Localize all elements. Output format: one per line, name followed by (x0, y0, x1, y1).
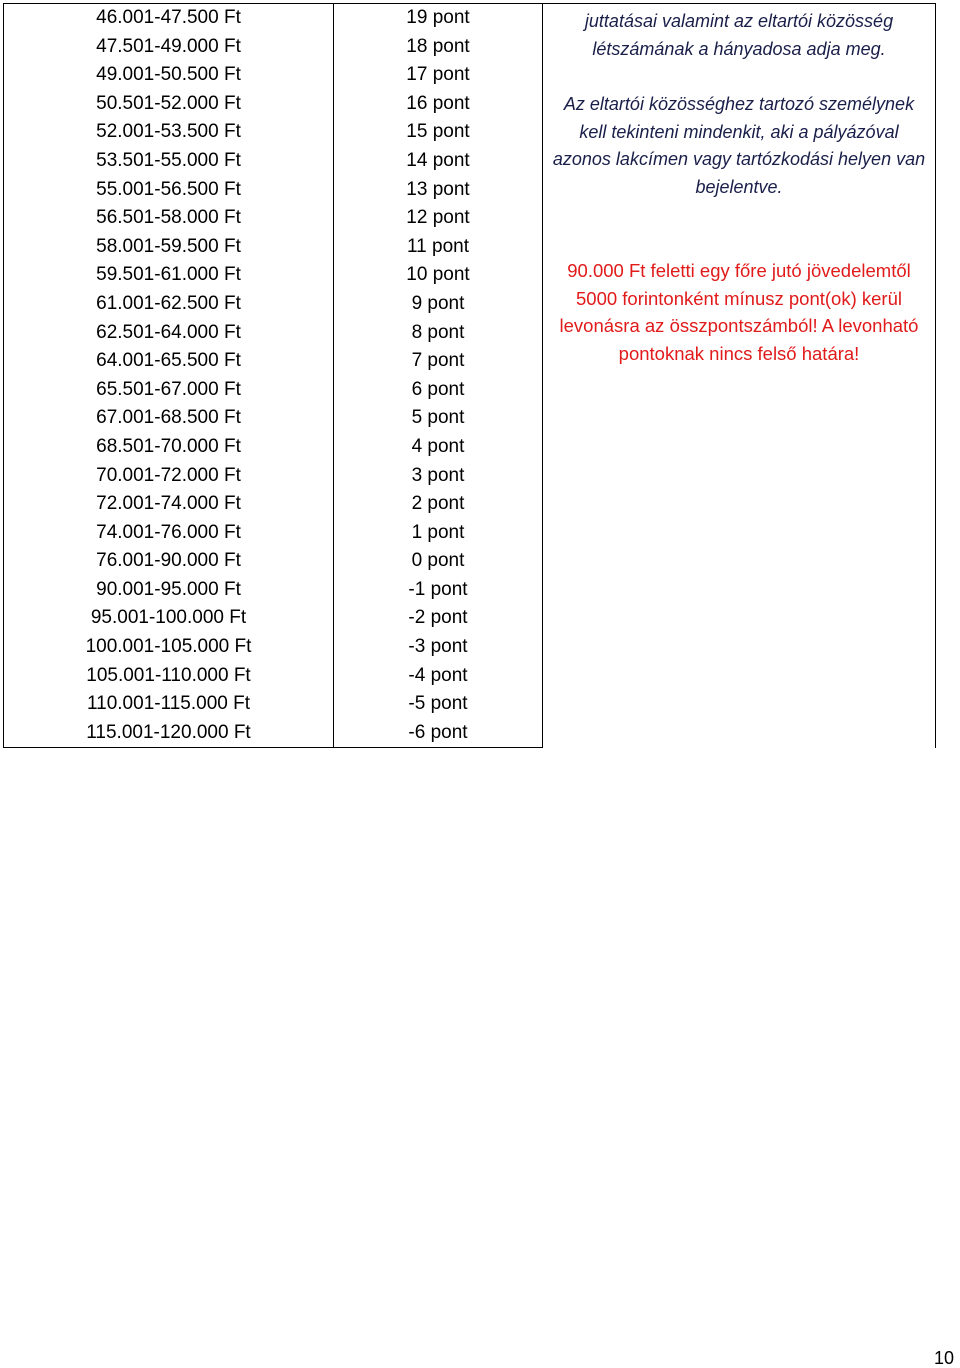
income-range-text: 68.501-70.000 Ft (96, 435, 241, 457)
income-range-text: 70.001-72.000 Ft (96, 464, 241, 486)
points-text: 13 pont (406, 178, 470, 200)
points-cell (334, 33, 543, 62)
income-range-text: 74.001-76.000 Ft (96, 521, 241, 543)
notes-wrapper (543, 8, 935, 367)
table-row (4, 4, 936, 33)
points-text: 9 pont (411, 292, 465, 314)
points-cell (334, 547, 543, 576)
points-cell (334, 604, 543, 633)
income-range-text: 105.001-110.000 Ft (86, 664, 251, 686)
points-text: 18 pont (406, 35, 470, 57)
income-range-text: 72.001-74.000 Ft (96, 493, 241, 515)
points-cell (334, 719, 543, 748)
points-text: 16 pont (406, 92, 470, 114)
points-cell (334, 147, 543, 176)
points-text: -3 pont (408, 636, 468, 658)
note-household-definition: Az eltartói közösséghez tartozó személynek kell tekinteni mindenkit, aki a pályázóval azonos lakcímen vagy tartózkodási helyen van bejelentve. (552, 94, 926, 197)
points-text: 10 pont (406, 264, 470, 286)
points-cell (334, 347, 543, 376)
points-text: -6 pont (408, 721, 468, 743)
income-range-text: 50.501-52.000 Ft (96, 92, 241, 114)
income-range-cell (4, 290, 334, 319)
points-text: 11 pont (407, 235, 469, 257)
income-range-cell (4, 347, 334, 376)
points-text: 17 pont (406, 64, 470, 86)
points-text: 2 pont (411, 493, 465, 515)
income-range-text: 59.501-61.000 Ft (96, 264, 241, 286)
income-range-text: 58.001-59.500 Ft (96, 235, 241, 257)
points-cell (334, 233, 543, 262)
page-number: 10 (933, 1348, 954, 1368)
income-range-cell (4, 662, 334, 691)
income-range-cell (4, 176, 334, 205)
points-text: 4 pont (411, 435, 465, 457)
income-range-cell (4, 90, 334, 119)
points-cell (334, 261, 543, 290)
income-range-text: 65.501-67.000 Ft (96, 378, 241, 400)
points-cell (334, 490, 543, 519)
income-range-cell (4, 490, 334, 519)
income-range-cell (4, 33, 334, 62)
points-text: -2 pont (408, 607, 468, 629)
income-range-cell (4, 576, 334, 605)
points-cell (334, 404, 543, 433)
income-range-text: 49.001-50.500 Ft (96, 64, 241, 86)
income-range-text: 100.001-105.000 Ft (85, 636, 252, 658)
points-cell (334, 4, 543, 33)
income-range-cell (4, 462, 334, 491)
income-range-text: 53.501-55.000 Ft (96, 149, 241, 171)
points-text: -4 pont (408, 664, 468, 686)
points-cell (334, 462, 543, 491)
points-text: 7 pont (411, 350, 465, 372)
points-text: 3 pont (411, 464, 465, 486)
income-range-cell (4, 690, 334, 719)
points-cell (334, 204, 543, 233)
points-cell (334, 690, 543, 719)
income-range-cell (4, 633, 334, 662)
points-cell (334, 576, 543, 605)
income-range-text: 110.001-115.000 Ft (86, 693, 251, 715)
income-range-cell (4, 604, 334, 633)
notes-cell (543, 4, 936, 748)
income-range-text: 55.001-56.500 Ft (96, 178, 241, 200)
income-range-cell (4, 519, 334, 548)
income-range-text: 64.001-65.500 Ft (96, 350, 241, 372)
income-range-text: 46.001-47.500 Ft (96, 7, 241, 28)
points-text: 14 pont (406, 149, 470, 171)
points-text: -5 pont (408, 693, 468, 715)
points-cell (334, 61, 543, 90)
table-body (4, 4, 936, 748)
income-range-cell (4, 4, 334, 33)
income-range-cell (4, 376, 334, 405)
note-deduction-warning: 90.000 Ft feletti egy főre jutó jövedelemtől 5000 forintonként mínusz pont(ok) kerül levonásra az összpontszámból! A levonható pontoknak nincs felső határa! (559, 260, 919, 364)
points-cell (334, 176, 543, 205)
points-cell (334, 519, 543, 548)
points-cell (334, 376, 543, 405)
income-range-text: 62.501-64.000 Ft (96, 321, 241, 343)
points-text: 15 pont (406, 121, 470, 143)
points-text: 5 pont (411, 407, 465, 429)
points-text: -1 pont (408, 578, 468, 600)
points-text: 0 pont (411, 550, 465, 572)
income-range-cell (4, 61, 334, 90)
points-cell (334, 90, 543, 119)
income-range-text: 61.001-62.500 Ft (96, 292, 241, 314)
points-text: 6 pont (411, 378, 465, 400)
income-range-cell (4, 118, 334, 147)
note-continuation: juttatásai valamint az eltartói közösség létszámának a hányadosa adja meg. (584, 11, 894, 59)
income-range-cell (4, 719, 334, 748)
income-range-text: 52.001-53.500 Ft (96, 121, 241, 143)
income-range-text: 56.501-58.000 Ft (96, 207, 241, 229)
income-range-text: 76.001-90.000 Ft (96, 550, 241, 572)
points-cell (334, 433, 543, 462)
points-cell (334, 633, 543, 662)
income-range-cell (4, 147, 334, 176)
points-cell (334, 290, 543, 319)
income-range-text: 67.001-68.500 Ft (96, 407, 241, 429)
points-cell (334, 118, 543, 147)
points-text: 19 pont (406, 7, 470, 28)
income-range-cell (4, 261, 334, 290)
points-text: 8 pont (411, 321, 465, 343)
income-range-text: 47.501-49.000 Ft (96, 35, 241, 57)
income-scoring-table (3, 3, 936, 748)
income-range-cell (4, 433, 334, 462)
points-text: 12 pont (406, 207, 470, 229)
income-range-text: 115.001-120.000 Ft (86, 721, 251, 743)
income-range-cell (4, 204, 334, 233)
points-cell (334, 662, 543, 691)
income-range-text: 90.001-95.000 Ft (96, 578, 241, 600)
income-range-cell (4, 233, 334, 262)
income-range-cell (4, 319, 334, 348)
income-range-cell (4, 404, 334, 433)
points-cell (334, 319, 543, 348)
income-range-text: 95.001-100.000 Ft (90, 607, 247, 629)
points-text: 1 pont (411, 521, 465, 543)
income-range-cell (4, 547, 334, 576)
